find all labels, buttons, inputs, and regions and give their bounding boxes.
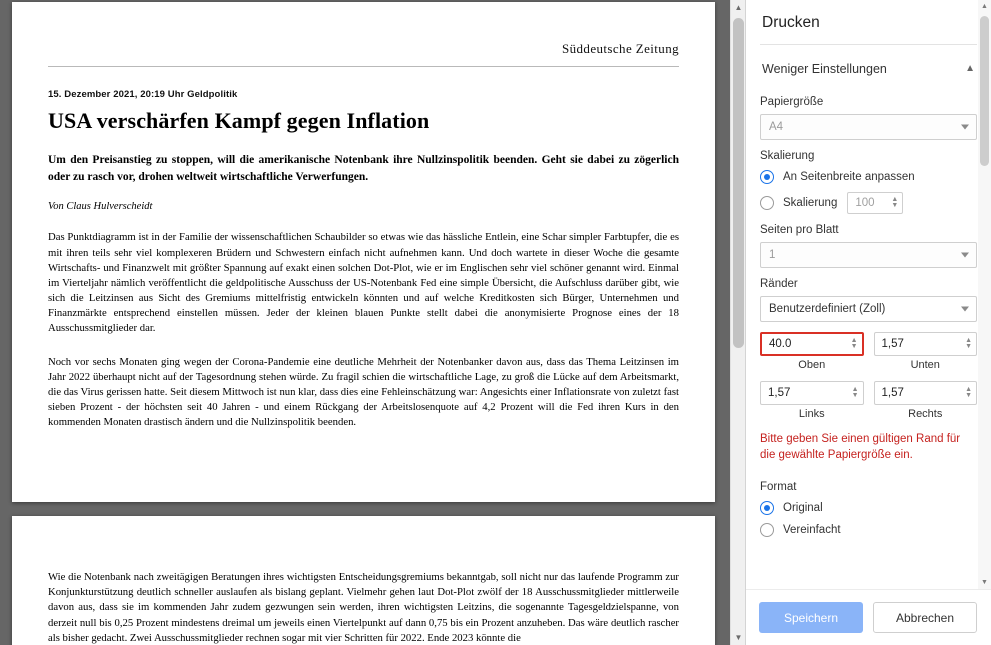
chevron-down-icon	[961, 253, 969, 258]
scroll-down-icon[interactable]: ▼	[981, 579, 988, 586]
format-original-label: Original	[783, 502, 823, 515]
stepper-arrows-icon[interactable]: ▲ ▼	[851, 386, 859, 399]
preview-scrollbar[interactable]	[730, 0, 745, 645]
margin-left-cell	[760, 381, 864, 420]
stepper-arrows-icon[interactable]: ▲ ▼	[891, 196, 899, 209]
article-paragraph-3: Wie die Notenbank nach zweitägigen Beratungen ihres wichtigsten Entscheidungsgremiums bekanntgab, soll nicht nur das laufende Programm zur Konjunkturstützung deutlich schneller auslaufen als bislang geplant. Vielmehr gehen laut Dot-Plot zwölf der 18 Ausschussmitglieder mittlerweile davon aus, dass sie im kommenden Jahr zudem gezwungen sein werden, ihren wichtigsten Leitzins, die sogenannte Tagesgeldzielspanne, von derzeit null bis 0,25 Prozent mindestens dreimal um jeweils einen Viertelpunkt auf dann 0,75 bis ein Prozent anzuheben. Das wäre deutlich rascher als bisher gedacht. Zwei Ausschussmitglieder rechnen sogar mit vier Schritten für 2022. Ende 2023 könnte die	[48, 571, 679, 644]
article-byline: Von Claus Hulverscheidt	[48, 201, 153, 213]
save-button[interactable]: Speichern	[759, 602, 863, 633]
cancel-button[interactable]: Abbrechen	[873, 602, 977, 633]
margin-left-value: 1,57	[768, 387, 791, 399]
margin-top-input[interactable]	[760, 332, 864, 356]
scroll-up-icon[interactable]: ▲	[981, 3, 988, 10]
margin-top-caption: Oben	[798, 359, 826, 371]
preview-page-1	[12, 2, 715, 502]
article-paragraph-1: Das Punktdiagramm ist in der Familie der wissenschaftlichen Schaubilder so etwas wie das hässliche Entlein, eine Schar simpler Farbtupfer, die es mit ihren teils sehr viel komplexeren Brüdern und Schwestern einfach nicht aufnehmen kann. Und doch wartete in dieser Woche die gesamte Wirtschafts- und Finanzwelt mit größter Spannung auf exakt einen solchen Dot-Plot, wie er im Englischen sehr viel schöner genannt wird. Einmal im Vierteljahr nämlich veröffentlicht die geldpolitische Ausschuss der US-Notenbank Fed eine simple Übersicht, die Aufschluss darüber gibt, wie sich die Leitzinsen aus Sicht des Gremiums mittelfristig entwickeln könnten und auf welche Kreditkosten sich Bürger, Unternehmen und Finanzmärkte entsprechend einstellen müssen. Jeder der kleinen blauen Punkte stellt dabei die anonymisierte Prognose eines der 18 Ausschussmitglieder dar.	[48, 231, 679, 335]
preview-page-2	[12, 516, 715, 645]
article-paragraph-2: Noch vor sechs Monaten ging wegen der Corona-Pandemie eine deutliche Mehrheit der Notenbanker davon aus, dass das Thema Leitzinsen im Jahr 2022 überhaupt nicht auf der Tagesordnung stehen würde. Zu fragil schien die wirtschaftliche Lage, zu groß die Lücke auf dem Arbeitsmarkt, die das Virus gerissen hatte. Seit diesem Mittwoch ist nun klar, dass dies eine Fehleinschätzung war: Angesichts einer Inflationsrate von zuletzt fast sieben Prozent - der höchsten seit 40 Jahren - und einem Rückgang der Arbeitslosenquote auf 4,2 Prozent will die Fed ihren Kurs in den kommenden Monaten drastisch ändern und die Nullzinspolitik beenden.	[48, 355, 679, 429]
margin-error-message: Bitte geben Sie einen gültigen Rand für die gewählte Papiergröße ein.	[760, 433, 961, 461]
newspaper-masthead	[48, 2, 679, 67]
preview-scrollbar-thumb[interactable]	[733, 18, 744, 348]
radio-fit-width-icon[interactable]	[760, 170, 774, 184]
scaling-value: 100	[855, 197, 875, 209]
paper-size-value: A4	[769, 121, 784, 133]
margins-top-bottom-row	[760, 332, 977, 371]
margin-bottom-input[interactable]	[874, 332, 978, 356]
pages-per-sheet-label: Seiten pro Blatt	[760, 224, 839, 236]
chevron-up-icon[interactable]: ▲	[965, 63, 975, 74]
scaling-custom-label: Skalierung	[783, 197, 838, 209]
print-settings-panel	[745, 0, 991, 645]
dialog-scrollbar[interactable]	[978, 0, 991, 589]
paper-size-select[interactable]	[760, 114, 977, 140]
masthead-text: Süddeutsche Zeitung	[562, 41, 679, 56]
margin-right-caption: Rechts	[908, 408, 943, 420]
stepper-arrows-icon[interactable]: ▲ ▼	[965, 386, 972, 399]
format-label: Format	[760, 481, 797, 494]
margin-top-cell	[760, 332, 864, 371]
settings-scroll-container	[746, 46, 991, 589]
format-original-option[interactable]	[760, 501, 977, 515]
stepper-arrows-icon[interactable]: ▲ ▼	[850, 337, 858, 350]
scaling-label: Skalierung	[760, 150, 815, 162]
paper-size-label: Papiergröße	[760, 96, 824, 108]
pages-per-sheet-value: 1	[769, 249, 776, 261]
margins-mode-value: Benutzerdefiniert (Zoll)	[769, 303, 886, 315]
margin-top-value: 40.0	[769, 338, 792, 350]
margin-bottom-caption: Unten	[910, 359, 940, 371]
margin-right-value: 1,57	[881, 387, 904, 399]
article-standfirst: Um den Preisanstieg zu stoppen, will die amerikanische Notenbank ihre Nullzinspolitik beenden. Geht sie dabei zu zögerlich oder zu rasch vor, drohen weltweit wirtschaftliche Verwerfungen.	[48, 154, 679, 183]
margins-label: Ränder	[760, 278, 798, 290]
margin-right-input[interactable]	[874, 381, 978, 405]
radio-simplified-icon[interactable]	[760, 523, 774, 537]
article-kicker: 15. Dezember 2021, 20:19 Uhr Geldpolitik	[48, 89, 238, 100]
margins-left-right-row	[760, 381, 977, 420]
pages-per-sheet-select[interactable]	[760, 242, 977, 268]
scaling-custom-option[interactable]	[760, 192, 977, 214]
margin-left-caption: Links	[798, 408, 825, 420]
format-simplified-label: Vereinfacht	[783, 524, 841, 537]
margin-right-cell	[874, 381, 978, 420]
radio-original-icon[interactable]	[760, 501, 774, 515]
margins-mode-select[interactable]	[760, 296, 977, 322]
settings-toggle-label: Weniger Einstellungen	[762, 62, 887, 76]
dialog-footer	[746, 589, 991, 645]
format-simplified-option[interactable]	[760, 523, 977, 537]
chevron-down-icon	[961, 307, 969, 312]
title-divider	[760, 44, 977, 45]
margin-bottom-cell	[874, 332, 978, 371]
margin-left-input[interactable]	[760, 381, 864, 405]
radio-custom-scaling-icon[interactable]	[760, 196, 774, 210]
scaling-value-input[interactable]	[847, 192, 903, 214]
stepper-arrows-icon[interactable]: ▲ ▼	[965, 337, 972, 350]
scroll-down-icon[interactable]: ▼	[734, 633, 743, 642]
dialog-title: Drucken	[762, 14, 820, 31]
scaling-fit-width-option[interactable]	[760, 170, 977, 184]
scroll-up-icon[interactable]: ▲	[734, 3, 743, 12]
dialog-scrollbar-thumb[interactable]	[980, 16, 989, 166]
article-headline: USA verschärfen Kampf gegen Inflation	[48, 108, 430, 133]
margin-bottom-value: 1,57	[881, 338, 904, 350]
chevron-down-icon	[961, 125, 969, 130]
settings-toggle[interactable]	[760, 46, 977, 86]
scaling-fit-width-label: An Seitenbreite anpassen	[783, 171, 915, 183]
